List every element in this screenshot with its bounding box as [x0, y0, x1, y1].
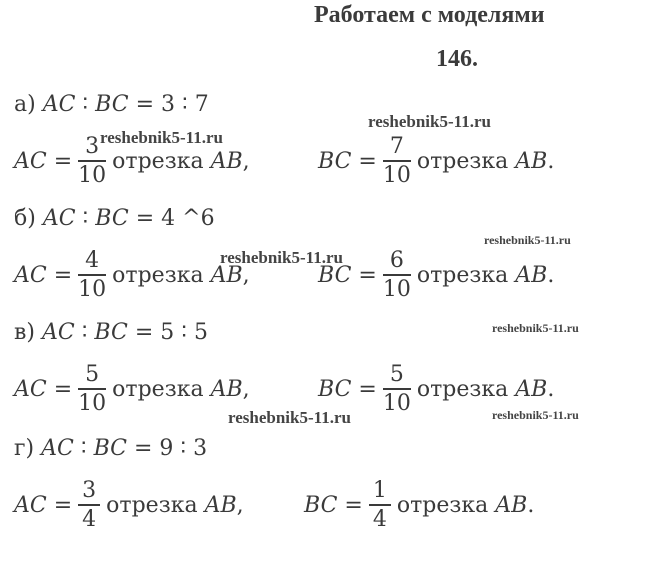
watermark: reshebnik5-11.ru: [492, 408, 579, 422]
watermark: reshebnik5-11.ru: [484, 233, 571, 247]
watermark: reshebnik5-11.ru: [228, 408, 351, 427]
bc-fraction-line-v: BC = $\frac{5}{10}$ отрезка AB .: [318, 362, 555, 416]
ac-fraction-line-a: AC = $\frac{3}{10}$ отрезка AB ,: [14, 134, 250, 188]
bc-fraction-line-g: BC = $\frac{1}{4}$ отрезка AB .: [304, 478, 535, 532]
bc-fraction-line-a: BC = $\frac{7}{10}$ отрезка AB .: [318, 134, 555, 188]
ac-fraction-line-b: AC = $\frac{4}{10}$ отрезка AB ,: [14, 248, 250, 302]
ac-fraction-line-v: AC = $\frac{5}{10}$ отрезка AB ,: [14, 362, 250, 416]
ratio-line-a: а) AC ∶ BC = 3 ∶ 7: [14, 92, 209, 117]
fraction: $\frac{7}{10}$: [382, 134, 411, 188]
fraction: $\frac{1}{4}$: [369, 478, 391, 534]
watermark: reshebnik5-11.ru: [100, 128, 223, 147]
problem-number: 146.: [436, 46, 478, 72]
ratio-line-g: г) AC ∶ BC = 9 ∶ 3: [14, 436, 208, 461]
ac-fraction-line-g: AC = $\frac{3}{4}$ отрезка AB ,: [14, 478, 244, 532]
watermark: reshebnik5-11.ru: [368, 112, 491, 131]
bc-fraction-line-b: BC = $\frac{6}{10}$ отрезка AB .: [318, 248, 555, 302]
watermark: reshebnik5-11.ru: [220, 248, 343, 267]
fraction: $\frac{3}{10}$: [78, 134, 107, 188]
fraction: $\frac{5}{10}$: [382, 362, 411, 416]
fraction: $\frac{3}{4}$: [78, 478, 100, 534]
fraction: $\frac{5}{10}$: [78, 362, 107, 416]
page-title: Работаем с моделями: [314, 2, 545, 28]
watermark: reshebnik5-11.ru: [492, 321, 579, 335]
ratio-line-v: в) AC ∶ BC = 5 ∶ 5: [14, 320, 208, 345]
fraction: $\frac{4}{10}$: [78, 248, 107, 302]
fraction: $\frac{6}{10}$: [382, 248, 411, 302]
ratio-line-b: б) AC ∶ BC = 4 ^6: [14, 206, 215, 231]
